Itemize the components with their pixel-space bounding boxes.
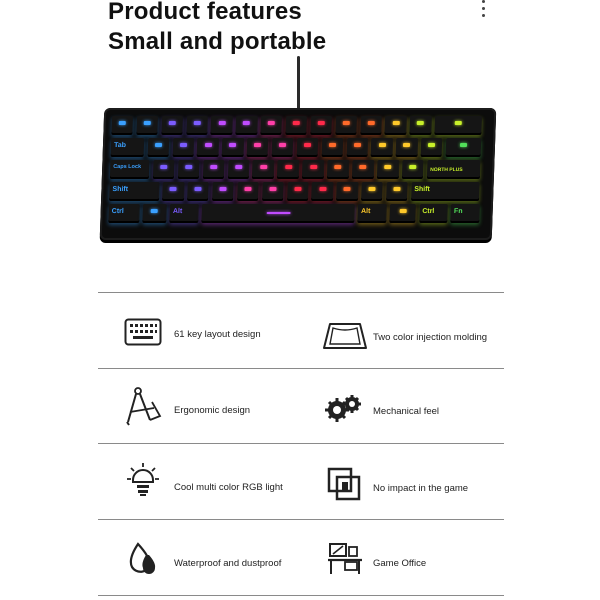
key-glyph bbox=[455, 121, 462, 125]
keyboard-key bbox=[236, 116, 258, 135]
feature-label: Mechanical feel bbox=[373, 406, 440, 417]
keyboard-key bbox=[197, 138, 219, 157]
keyboard-key bbox=[252, 160, 274, 179]
key-glyph bbox=[260, 165, 267, 169]
keyboard-key bbox=[335, 116, 357, 135]
key-label: Fn bbox=[453, 208, 463, 215]
key-glyph bbox=[170, 187, 177, 191]
keyboard-key bbox=[177, 160, 199, 179]
divider bbox=[98, 368, 504, 369]
key-glyph bbox=[293, 121, 300, 125]
feature-label: Waterproof and dustproof bbox=[174, 558, 282, 569]
more-vertical-icon[interactable] bbox=[481, 0, 487, 21]
divider bbox=[98, 595, 504, 596]
key-glyph bbox=[367, 121, 374, 125]
key-glyph bbox=[254, 143, 261, 147]
keyboard-key bbox=[361, 182, 383, 201]
keyboard-row-2 bbox=[111, 138, 127, 158]
keyboard-key bbox=[336, 182, 358, 201]
key-glyph bbox=[185, 165, 192, 169]
divider bbox=[98, 292, 504, 293]
keyboard-key bbox=[108, 204, 139, 223]
key-glyph bbox=[144, 121, 151, 125]
key-label: NORTH PLUS bbox=[430, 167, 463, 173]
keyboard-key bbox=[389, 204, 416, 223]
key-glyph bbox=[169, 121, 176, 125]
desk-monitor-icon bbox=[327, 542, 363, 581]
key-glyph bbox=[279, 143, 286, 147]
keyboard-key bbox=[227, 160, 249, 179]
keyboard-key bbox=[427, 160, 481, 179]
keyboard-key bbox=[153, 160, 175, 179]
key-glyph bbox=[244, 187, 251, 191]
key-glyph bbox=[335, 165, 342, 169]
key-glyph bbox=[417, 121, 424, 125]
key-glyph bbox=[409, 165, 416, 169]
keyboard-key bbox=[285, 116, 307, 135]
keyboard-key bbox=[147, 138, 169, 157]
keyboard-key bbox=[222, 138, 244, 157]
key-glyph bbox=[344, 187, 351, 191]
key-glyph bbox=[220, 187, 227, 191]
keyboard-key bbox=[310, 116, 332, 135]
key-glyph bbox=[229, 143, 236, 147]
keyboard-key bbox=[385, 116, 407, 135]
keyboard-icon bbox=[124, 318, 162, 351]
key-glyph bbox=[304, 143, 311, 147]
keyboard-row-5 bbox=[108, 204, 463, 224]
keyboard-key bbox=[311, 182, 333, 201]
key-glyph bbox=[195, 187, 202, 191]
key-glyph bbox=[378, 143, 385, 147]
keyboard-key bbox=[142, 204, 167, 223]
keyboard-key bbox=[212, 182, 234, 201]
feature-label: Ergonomic design bbox=[174, 405, 251, 416]
feature-label: Game Office bbox=[373, 558, 427, 569]
keyboard-key bbox=[360, 116, 382, 135]
title-line-1: Product features bbox=[108, 0, 302, 25]
keyboard-key bbox=[111, 116, 133, 135]
key-glyph bbox=[393, 187, 400, 191]
keyboard-row-3 bbox=[110, 160, 463, 180]
keyboard-key bbox=[262, 182, 284, 201]
key-glyph bbox=[294, 187, 301, 191]
layered-squares-icon bbox=[327, 467, 361, 506]
divider bbox=[98, 519, 504, 520]
key-glyph bbox=[354, 143, 361, 147]
keyboard-key bbox=[434, 116, 482, 135]
key-glyph bbox=[218, 121, 225, 125]
keyboard-key bbox=[201, 204, 355, 223]
key-glyph bbox=[403, 143, 410, 147]
key-glyph bbox=[155, 143, 162, 147]
keyboard-key bbox=[162, 182, 184, 201]
key-glyph bbox=[343, 121, 350, 125]
keyboard-key bbox=[110, 160, 150, 179]
keyboard-key bbox=[136, 116, 158, 135]
key-label: Ctrl bbox=[111, 208, 124, 215]
key-label: Alt bbox=[172, 208, 183, 215]
keyboard-key bbox=[211, 116, 233, 135]
title-line-2: Small and portable bbox=[108, 28, 327, 55]
key-glyph bbox=[180, 143, 187, 147]
key-glyph bbox=[268, 121, 275, 125]
keyboard-key bbox=[358, 204, 387, 223]
key-glyph bbox=[269, 187, 276, 191]
key-glyph bbox=[428, 143, 435, 147]
key-label: Ctrl bbox=[422, 208, 435, 215]
keyboard-row-1 bbox=[111, 116, 112, 136]
key-glyph bbox=[319, 187, 326, 191]
keyboard-key bbox=[327, 160, 349, 179]
feature-label: 61 key layout design bbox=[174, 329, 261, 340]
keyboard-key bbox=[277, 160, 299, 179]
key-glyph bbox=[119, 121, 126, 125]
keyboard-key bbox=[377, 160, 399, 179]
keyboard-key bbox=[321, 138, 343, 157]
gears-icon bbox=[325, 394, 361, 429]
key-glyph bbox=[399, 209, 406, 213]
keyboard-key bbox=[287, 182, 309, 201]
keyboard-key bbox=[346, 138, 368, 157]
key-glyph bbox=[151, 209, 158, 213]
feature-label: Cool multi color RGB light bbox=[174, 482, 283, 493]
compass-drafting-icon bbox=[124, 386, 162, 431]
key-glyph bbox=[285, 165, 292, 169]
keyboard-key bbox=[302, 160, 324, 179]
water-drop-icon bbox=[126, 541, 160, 582]
keyboard-row-4 bbox=[109, 182, 430, 202]
keyboard-key bbox=[410, 116, 432, 135]
keyboard-key bbox=[411, 182, 480, 201]
keyboard-key bbox=[172, 138, 194, 157]
key-glyph bbox=[160, 165, 167, 169]
keyboard-key bbox=[170, 204, 199, 223]
key-glyph bbox=[193, 121, 200, 125]
key-glyph bbox=[392, 121, 399, 125]
keyboard-key bbox=[402, 160, 424, 179]
key-glyph bbox=[318, 121, 325, 125]
keyboard-key bbox=[260, 116, 282, 135]
divider bbox=[98, 443, 504, 444]
keyboard-key bbox=[352, 160, 374, 179]
light-bulb-icon bbox=[126, 462, 160, 505]
keyboard-key bbox=[371, 138, 393, 157]
key-glyph bbox=[204, 143, 211, 147]
key-label: Shift bbox=[112, 186, 129, 193]
keyboard-key bbox=[187, 182, 209, 201]
keyboard-key bbox=[247, 138, 269, 157]
key-glyph bbox=[360, 165, 367, 169]
key-glyph bbox=[384, 165, 391, 169]
key-glyph bbox=[235, 165, 242, 169]
keyboard-key bbox=[296, 138, 318, 157]
keycap-mold-icon bbox=[322, 320, 368, 355]
key-label: Alt bbox=[360, 208, 371, 215]
key-glyph bbox=[369, 187, 376, 191]
keyboard-key bbox=[396, 138, 418, 157]
key-glyph bbox=[266, 212, 290, 214]
keyboard-key bbox=[186, 116, 208, 135]
feature-label: No impact in the game bbox=[373, 483, 469, 494]
keyboard-key bbox=[421, 138, 443, 157]
key-glyph bbox=[329, 143, 336, 147]
keyboard-key bbox=[419, 204, 448, 223]
keyboard-key bbox=[237, 182, 259, 201]
keyboard-image bbox=[100, 108, 497, 240]
keyboard-key bbox=[109, 182, 159, 201]
key-glyph bbox=[310, 165, 317, 169]
key-glyph bbox=[460, 143, 467, 147]
keyboard-key bbox=[451, 204, 480, 223]
keyboard-cable bbox=[297, 56, 300, 110]
key-label: Tab bbox=[113, 142, 127, 149]
keyboard-key bbox=[111, 138, 145, 157]
keyboard-key bbox=[446, 138, 482, 157]
keyboard-key bbox=[386, 182, 408, 201]
key-glyph bbox=[243, 121, 250, 125]
key-label: Caps Lock bbox=[113, 164, 142, 170]
keyboard-key bbox=[161, 116, 183, 135]
key-label: Shift bbox=[414, 186, 430, 193]
keyboard-key bbox=[272, 138, 294, 157]
keyboard-key bbox=[202, 160, 224, 179]
feature-label: Two color injection molding bbox=[373, 332, 488, 343]
key-glyph bbox=[210, 165, 217, 169]
